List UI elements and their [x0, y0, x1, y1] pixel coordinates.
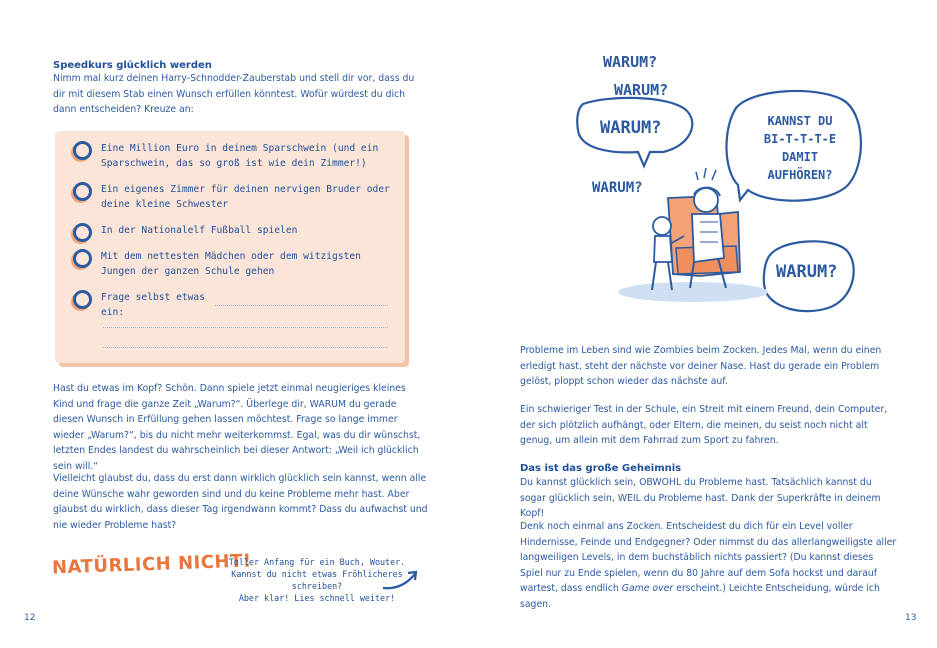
paragraph-zombies: Probleme im Leben sind wie Zombies beim Zocken. Jedes Mal, wenn du einen erledigt hast, steht der nächste vor deiner Nase. Hast du gerade ein Problem gelöst, ploppt schon wieder das nächste auf. — [520, 345, 882, 387]
right-page — [468, 0, 937, 648]
checkbox-circle[interactable] — [73, 182, 92, 201]
checkbox-circle[interactable] — [73, 141, 92, 160]
bubble-line: BI-T-T-T-E — [763, 132, 837, 146]
checkbox-circle[interactable] — [73, 223, 92, 242]
option-label: Frage selbst etwas ein: — [101, 292, 205, 318]
option-label: Ein eigenes Zimmer für deinen nervigen Bruder oder deine kleine Schwester — [101, 184, 390, 210]
bubble-line: KANNST DU — [767, 114, 833, 128]
page-number: 13 — [905, 613, 917, 623]
secret-heading: Das ist das große Geheimnis — [520, 463, 682, 474]
write-in-line[interactable] — [103, 327, 388, 328]
floor-shadow — [618, 282, 768, 302]
option-2[interactable] — [73, 182, 391, 212]
write-in-line[interactable] — [103, 347, 388, 348]
option-label: In der Nationalelf Fußball spielen — [101, 225, 298, 236]
option-1[interactable] — [73, 141, 391, 171]
note-line: Kannst du nicht etwas Fröhlicheres schreiben? — [231, 569, 403, 591]
option-label: Eine Million Euro in deinem Sparschwein (und ein Sparschwein, das so groß ist wie dein Zimmer!) — [101, 143, 379, 169]
option-5[interactable] — [73, 290, 211, 320]
paragraph-warum: Hast du etwas im Kopf? Schön. Dann spiele jetzt einmal neugieriges kleines Kind und frage die ganze Zeit „Warum?“. Überlege dir, WARUM du gerade diesen Wunsch in Erfüllung gehen lassen möchtest. Frage so lange immer wieder „Warum?“, bis du nicht mehr weiterkommst. Egal, was du dir wünschst, letzten Endes landest du wahrscheinlich bei dieser Antwort: „Weil ich glücklich sein will.“ — [53, 383, 421, 472]
text-run: erscheint.) Leichte Entscheidung, würde ich sagen. — [520, 583, 880, 610]
illustration — [468, 0, 937, 330]
section-heading: Speedkurs glücklich werden — [53, 60, 212, 71]
bubble-warum-1: WARUM? — [603, 53, 658, 71]
option-3[interactable] — [73, 223, 391, 242]
bubble-kannst-du — [741, 112, 859, 184]
curved-arrow-icon — [380, 566, 422, 592]
option-4[interactable] — [73, 249, 391, 279]
intro-paragraph: Nimm mal kurz deinen Harry-Schnodder-Zauberstab und stell dir vor, dass du dir mit diesem Stab einen Wunsch erfüllen könntest. Wofür würdest du dich dann entscheiden? Kreuze an: — [53, 73, 415, 115]
checkbox-circle[interactable] — [73, 249, 92, 268]
bubble-warum-3: WARUM? — [600, 118, 662, 138]
paragraph-vielleicht: Vielleicht glaubst du, dass du erst dann wirklich glücklich sein kannst, wenn alle deine Wünsche wahr geworden sind und du keine Probleme mehr hast. Aber glaubst du wirklich, dass dieser Tag irgendwann kommt? Dass du aufwachst und nie wieder Probleme hast? — [53, 473, 428, 531]
bubble-line: AUFHÖREN? — [767, 168, 833, 182]
italic-text: Game over — [621, 583, 674, 594]
write-in-line[interactable] — [215, 305, 388, 306]
page-number: 12 — [24, 613, 36, 623]
note-line: Aber klar! Lies schnell weiter! — [238, 593, 396, 603]
paragraph-zocken — [520, 519, 898, 612]
bubble-line: DAMIT — [781, 150, 819, 164]
checkbox-circle[interactable] — [73, 290, 92, 309]
wish-checklist — [55, 131, 405, 363]
bubble-warum-5: WARUM? — [776, 262, 838, 282]
paragraph-geheimnis: Du kannst glücklich sein, OBWOHL du Probleme hast. Tatsächlich kannst du sogar glücklich sein, WEIL du Probleme hast. Dank der Superkräfte in deinem Kopf! — [520, 477, 881, 519]
bubble-warum-2: WARUM? — [614, 81, 669, 99]
text-run: Denk noch einmal ans Zocken. Entscheidest du dich für ein Level voller Hindernisse, Feinde und Endgegner? Oder nimmst du das allerlangweiligste aller langweiligen Levels, in dem buchstäblich nichts passiert? (Du kannst dieses Spiel nur zu Ende spielen, wenn du 80 Jahre auf dem Sofa hockst und darauf wartest, dass endlich — [520, 521, 897, 594]
option-label: Mit dem nettesten Mädchen oder dem witzigsten Jungen der ganzen Schule gehen — [101, 251, 361, 277]
bubble-warum-4: WARUM? — [592, 180, 643, 196]
paragraph-schwieriger-test: Ein schwieriger Test in der Schule, ein Streit mit einem Freund, dein Computer, der sich plötzlich aufhängt, oder Eltern, die meinen, du seist noch nicht alt genug, um allein mit dem Fahrrad zum Sport zu fahren. — [520, 404, 888, 446]
shout-text: NATÜRLICH NICHT! — [51, 550, 252, 579]
note-line: Toller Anfang für ein Buch, Wouter. — [228, 557, 406, 567]
left-page — [0, 0, 468, 648]
